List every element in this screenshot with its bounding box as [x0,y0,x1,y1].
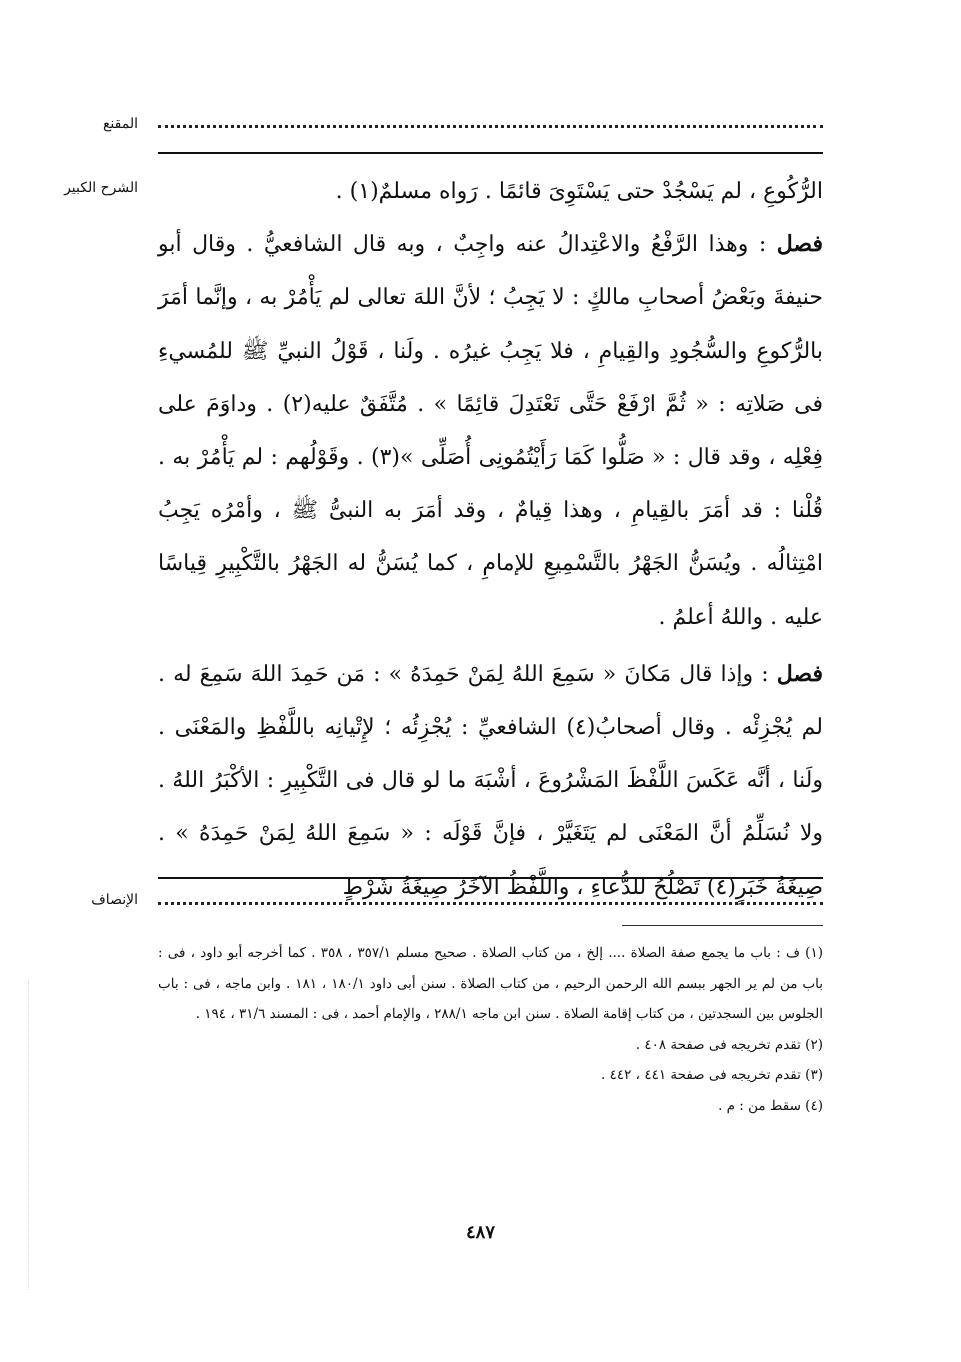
bottom-dotted-rule [158,902,823,905]
footnote-4: (٤) سقط من : م . [718,1097,823,1114]
footnote-3: (٣) تقدم تخريجه فى صفحة ٤٤١ ، ٤٤٢ . [601,1067,823,1083]
bottom-solid-rule [158,877,823,879]
main-text [158,165,823,914]
footnote-1: (١) ف : باب ما يجمع صفة الصلاة .... إلخ ، من كتاب الصلاة . صحيح مسلم ٣٥٧/١ ، ٣٥٨ . كما أخرجه أبو داود ، فى : باب من لم ير الجهر ببسم الله الرحمن الرحيم ، من كتاب الصلاة . سنن أبى داود ١٨٠/١ ، ١٨١ . وابن ماجه ، فى : باب الجلوس بين السجدتين ، من كتاب إقامة الصلاة . سنن ابن ماجه ٢٨٨/١ ، والإمام أحمد ، فى : المسند ٣١/٦ ، ١٩٤ . [158,945,823,1022]
section-2 [158,648,823,914]
section-1-lead: فصل [776,231,823,258]
footnotes [158,938,823,1121]
page-number: ٤٨٧ [465,1222,495,1243]
footnote-separator [622,925,823,926]
header-label-muqni: المقنع [102,116,138,132]
section-2-text: : وإذا قال مَكانَ « سَمِعَ اللهُ لِمَنْ حَمِدَهُ » : مَن حَمِدَ اللهَ سَمِعَ له . لم يُجْزِئْه . وقال أصحابُ(٤) الشافعيِّ : يُجْزِئُه ؛ لإِتْيانِه باللَّفْظِ والمَعْنَى . ولَنا ، أنَّه عَكَسَ اللَّفْظَ المَشْرُوعَ ، أشْبَهَ ما لو قال فى التَّكْبِيرِ : الأكْبَرُ اللهُ . ولا نُسَلِّمُ أنَّ المَعْنَى لم يَتَغَيَّرْ ، فإنَّ قَوْلَه : « سَمِعَ اللهُ لِمَنْ حَمِدَهُ » . صِيغَةُ خَبَرٍ(٤) تَصْلُحُ للدُّعاءِ ، واللَّفْظُ الآخَرُ صِيغَةُ شَرْطٍ [158,661,824,900]
header-dotted-rule [158,125,823,128]
scan-margin-noise [0,980,29,1290]
bottom-label-insaf: الإنصاف [91,892,138,908]
side-label-sharh: الشرح الكبير [64,180,138,196]
section-2-lead: فصل [776,660,823,687]
section-1-text: : وهذا الرَّفْعُ والاعْتِدالُ عنه واجِبٌ ، وبه قال الشافعيُّ . وقال أبو حنيفةَ وبَعْضُ أصحابِ مالكٍ : لا يَجِبُ ؛ لأنَّ اللهَ تعالى لم يَأْمُرْ به ، وإنَّما أمَرَ بالرُّكوعِ والسُّجُودِ والقِيامِ ، فلا يَجِبُ غيرُه . ولَنا ، قَوْلُ النبيِّ ﷺ للمُسيءِ فى صَلاتِه : « ثُمَّ ارْفَعْ حَتَّى تَعْتَدِلَ قائِمًا » . مُتَّفَقٌ عليه(٢) . وداوَمَ على فِعْلِه ، وقد قال : « صَلُّوا كَمَا رَأَيْتُمُونِى أُصَلِّى »(٣) . وقَوْلُهم : لم يَأْمُرْ به . قُلْنا : قد أمَرَ بالقِيامِ ، وهذا قِيامٌ ، وقد أمَرَ به النبىُّ ﷺ ، وأمْرُه يَجِبُ امْتِثالُه . ويُسَنُّ الجَهْرُ بالتَّسْمِيعِ للإمامِ ، كما يُسَنُّ له الجَهْرُ بالتَّكْبِيرِ قِياسًا عليه . واللهُ أعلمُ . [158,232,824,630]
first-line: الرُّكُوعِ ، لم يَسْجُدْ حتى يَسْتَوِىَ قائمًا . رَواه مسلمٌ(١) . [335,179,823,204]
section-1 [158,218,823,644]
footnote-2: (٢) تقدم تخريجه فى صفحة ٤٠٨ . [635,1036,823,1053]
header-solid-rule [158,152,823,154]
